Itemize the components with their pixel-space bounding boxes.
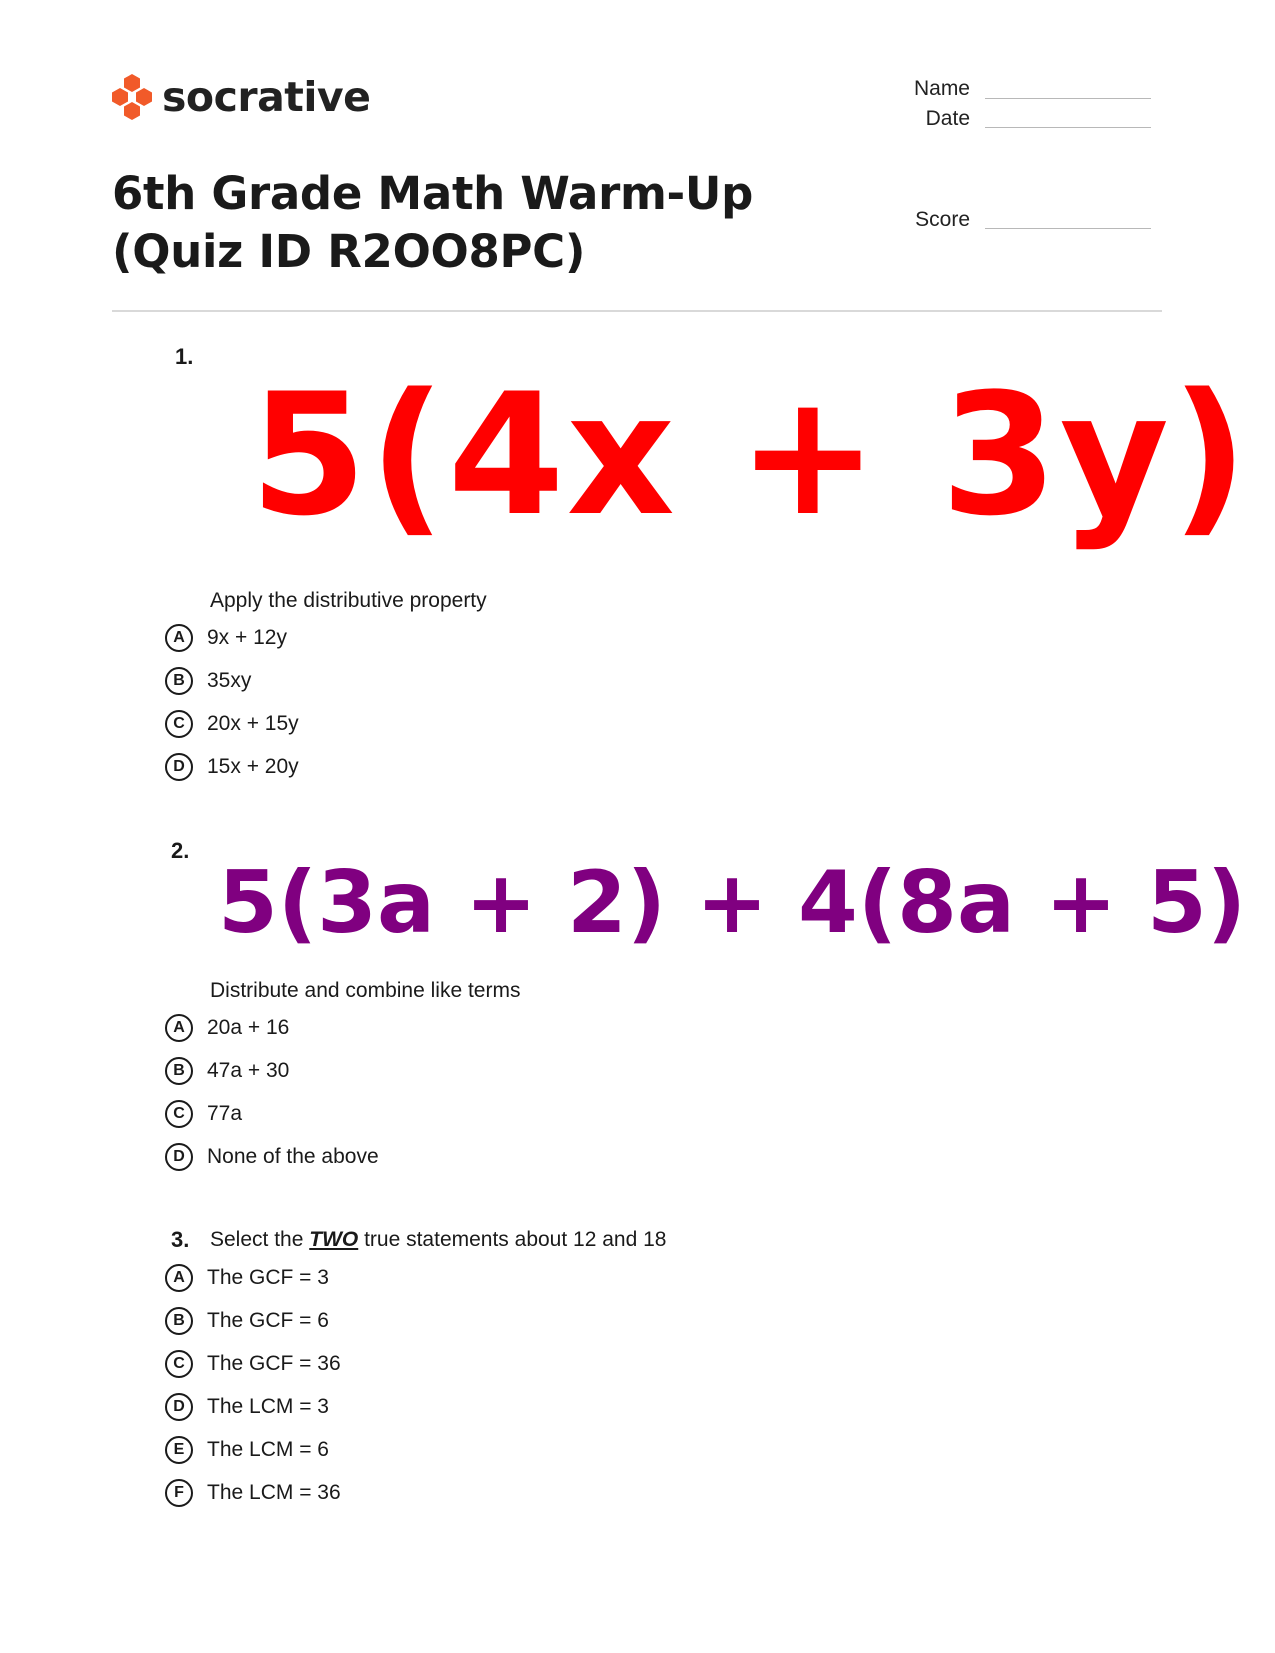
choice-bubble[interactable]: A [165,624,193,652]
name-label: Name [913,77,970,100]
choice-1c[interactable] [165,708,299,740]
choice-bubble[interactable]: B [165,1307,193,1335]
question-2-number: 2. [171,838,190,863]
choice-text: 15x + 20y [207,755,299,778]
prompt-emphasis: TWO [309,1228,359,1251]
question-3-number: 3. [171,1227,190,1252]
question-2-choices [165,1012,379,1173]
choice-3a[interactable] [165,1262,341,1294]
choice-3b[interactable] [165,1305,341,1337]
choice-3d[interactable] [165,1391,341,1423]
choice-1a[interactable] [165,622,299,654]
choice-text: The GCF = 6 [207,1309,329,1332]
question-1-expression-image: 5(4x + 3y) [250,357,1250,553]
choice-text: The GCF = 3 [207,1266,329,1289]
choice-bubble[interactable]: B [165,1057,193,1085]
brand-name: socrative [162,73,371,121]
choice-bubble[interactable]: C [165,710,193,738]
name-line[interactable] [985,98,1151,99]
choice-3c[interactable] [165,1348,341,1380]
choice-text: None of the above [207,1145,379,1168]
choice-2d[interactable] [165,1141,379,1173]
date-label: Date [925,107,970,130]
choice-bubble[interactable]: B [165,667,193,695]
choice-bubble[interactable]: D [165,1393,193,1421]
socrative-logo [112,72,370,122]
prompt-text: Select the [210,1228,304,1251]
choice-2a[interactable] [165,1012,379,1044]
question-1-number: 1. [175,344,194,369]
choice-text: The GCF = 36 [207,1352,341,1375]
question-1-prompt: Apply the distributive property [210,589,487,612]
choice-text: The LCM = 36 [207,1481,341,1504]
question-1-choices [165,622,299,783]
choice-text: 35xy [207,669,252,692]
choice-1d[interactable] [165,751,299,783]
choice-3e[interactable] [165,1434,341,1466]
choice-3f[interactable] [165,1477,341,1509]
score-label: Score [915,208,970,231]
choice-text: 9x + 12y [207,626,287,649]
score-line[interactable] [985,228,1151,229]
choice-text: 77a [207,1102,243,1125]
socrative-hexagon-icon [112,72,152,122]
question-2-prompt: Distribute and combine like terms [210,979,521,1002]
choice-bubble[interactable]: E [165,1436,193,1464]
choice-bubble[interactable]: C [165,1350,193,1378]
date-line[interactable] [985,127,1151,128]
question-3-choices [165,1262,341,1509]
choice-2c[interactable] [165,1098,379,1130]
choice-2b[interactable] [165,1055,379,1087]
choice-text: 20x + 15y [207,712,299,735]
choice-1b[interactable] [165,665,299,697]
question-3-prompt [210,1228,666,1252]
choice-text: The LCM = 6 [207,1438,329,1461]
page-title: 6th Grade Math Warm-Up (Quiz ID R2OO8PC) [112,167,754,278]
choice-bubble[interactable]: A [165,1014,193,1042]
choice-text: 47a + 30 [207,1059,290,1082]
header-divider [112,310,1162,312]
choice-text: 20a + 16 [207,1016,290,1039]
choice-text: The LCM = 3 [207,1395,329,1418]
prompt-text: true statements about 12 and 18 [364,1228,667,1251]
choice-bubble[interactable]: F [165,1479,193,1507]
choice-bubble[interactable]: D [165,1143,193,1171]
choice-bubble[interactable]: C [165,1100,193,1128]
choice-bubble[interactable]: A [165,1264,193,1292]
choice-bubble[interactable]: D [165,753,193,781]
question-2-expression-image: 5(3a + 2) + 4(8a + 5) [218,853,1247,953]
